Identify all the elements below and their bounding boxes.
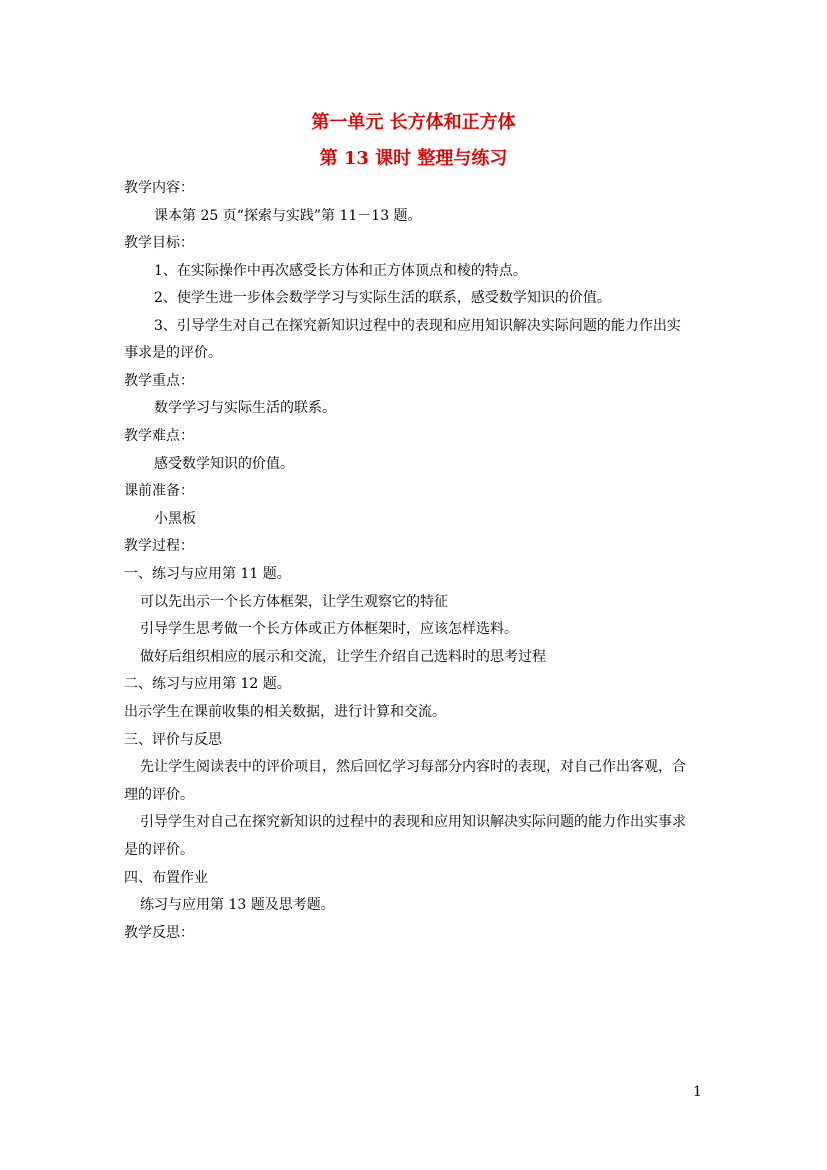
section-heading-content: 教学内容： xyxy=(124,180,194,196)
paragraph-line: 二、练习与应用第 12 题。 xyxy=(124,676,291,692)
section-heading-goals: 教学目标： xyxy=(124,235,194,251)
section-heading-process: 教学过程： xyxy=(124,538,194,554)
paragraph-line: 四、布置作业 xyxy=(124,870,208,886)
section-heading-difficulties: 教学难点： xyxy=(124,428,194,444)
paragraph-line: 引导学生对自己在探究新知识的过程中的表现和应用知识解决实际问题的能力作出实事求 xyxy=(140,814,686,830)
paragraph-line: 三、评价与反思 xyxy=(124,732,222,748)
paragraph-line: 练习与应用第 13 题及思考题。 xyxy=(140,897,335,913)
paragraph-line: 先让学生阅读表中的评价项目，然后回忆学习每部分内容时的表现，对自己作出客观，合 xyxy=(140,759,686,775)
section-heading-key-points: 教学重点： xyxy=(124,373,194,389)
paragraph-line: 2、使学生进一步体会数学学习与实际生活的联系，感受数学知识的价值。 xyxy=(154,290,611,306)
paragraph-line: 感受数学知识的价值。 xyxy=(154,456,294,472)
paragraph-line: 小黑板 xyxy=(154,511,196,527)
paragraph-line: 课本第 25 页“探索与实践”第 11－13 题。 xyxy=(154,208,422,224)
paragraph-line: 3、引导学生对自己在探究新知识过程中的表现和应用知识解决实际问题的能力作出实 xyxy=(154,318,681,334)
paragraph-line: 数学学习与实际生活的联系。 xyxy=(154,400,336,416)
paragraph-line: 事求是的评价。 xyxy=(124,345,222,361)
paragraph-line: 做好后组织相应的展示和交流，让学生介绍自己选料时的思考过程 xyxy=(140,649,546,665)
paragraph-line: 一、练习与应用第 11 题。 xyxy=(124,566,291,582)
section-heading-preparation: 课前准备： xyxy=(124,483,194,499)
paragraph-line: 理的评价。 xyxy=(124,787,194,803)
paragraph-line: 是的评价。 xyxy=(124,842,194,858)
paragraph-line: 出示学生在课前收集的相关数据，进行计算和交流。 xyxy=(124,704,446,720)
paragraph-line: 引导学生思考做一个长方体或正方体框架时，应该怎样选料。 xyxy=(140,621,518,637)
document-title: 第一单元 长方体和正方体 xyxy=(311,112,516,133)
paragraph-line: 可以先出示一个长方体框架，让学生观察它的特征 xyxy=(140,594,448,610)
section-heading-reflection: 教学反思： xyxy=(124,925,194,941)
paragraph-line: 1、在实际操作中再次感受长方体和正方体顶点和棱的特点。 xyxy=(154,263,527,279)
page-number: 1 xyxy=(693,1084,702,1100)
document-subtitle: 第 13 课时 整理与练习 xyxy=(319,148,508,169)
